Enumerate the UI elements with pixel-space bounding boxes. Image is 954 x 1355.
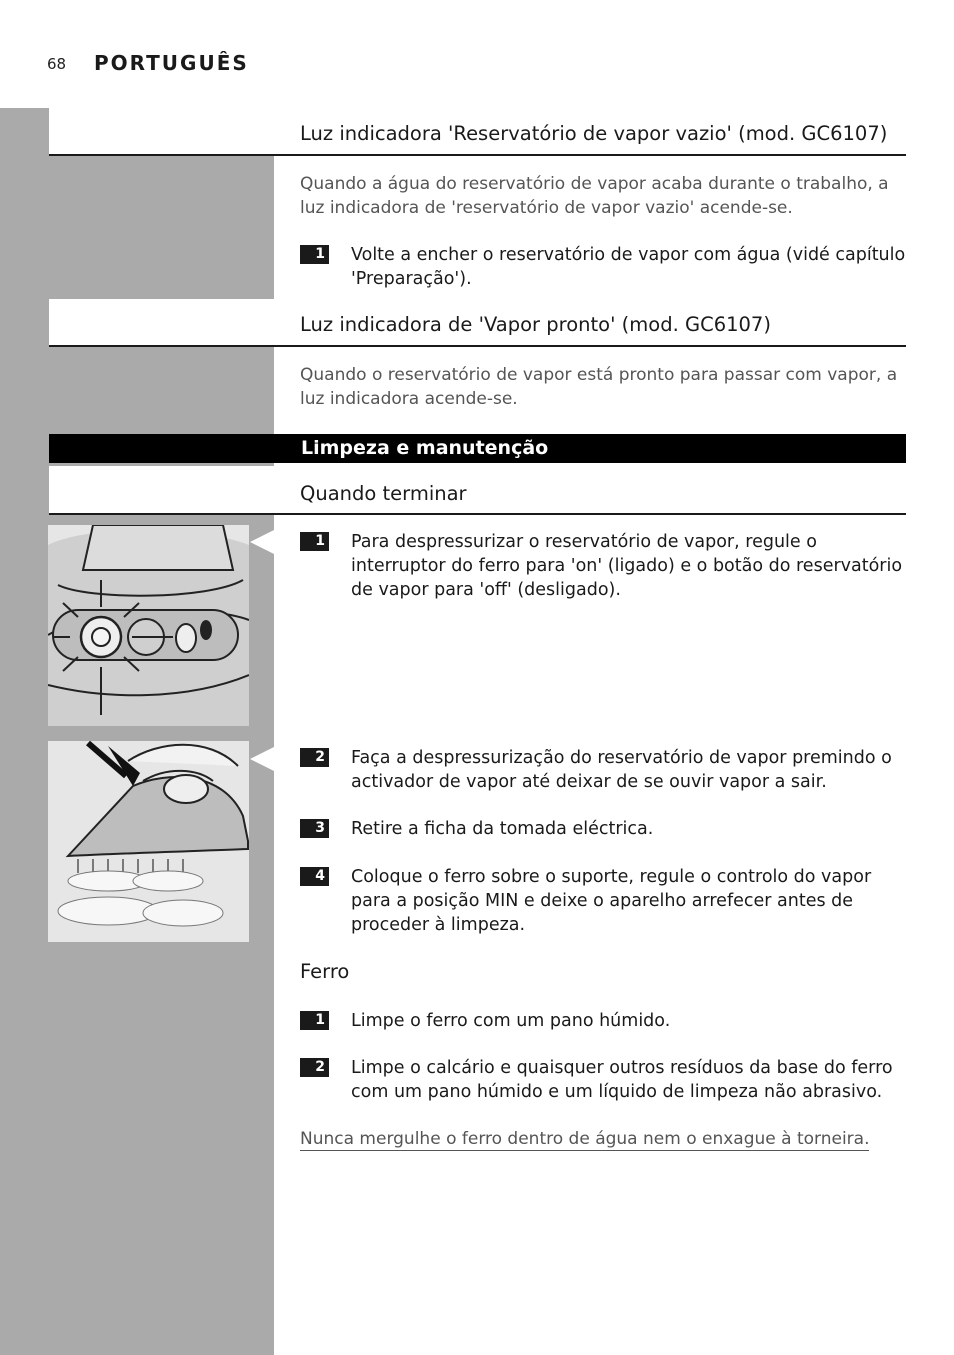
step-text: Volte a encher o reservatório de vapor com água (vidé capítulo 'Preparação'). [351, 245, 906, 289]
paragraph-steam-tank-empty: Quando a água do reservatório de vapor acaba durante o trabalho, a luz indicadora de 'reservatório de vapor vazio' acende-se. [300, 174, 889, 218]
steam-tank-drawing [48, 525, 249, 726]
step-number: 2 [300, 748, 329, 767]
language-header: PORTUGUÊS [94, 51, 249, 75]
step-text: Faça a despressurização do reservatório de vapor premindo o activador de vapor até deixar de se ouvir vapor a sair. [351, 748, 892, 792]
step-clean-soleplate [300, 1056, 910, 1104]
paragraph-steam-ready: Quando o reservatório de vapor está pronto para passar com vapor, a luz indicadora acende-se. [300, 365, 898, 409]
page-number: 68 [47, 55, 67, 73]
step-cool-down [300, 865, 910, 937]
step-unplug [300, 817, 910, 841]
step-number: 3 [300, 819, 329, 838]
step-number: 2 [300, 1058, 329, 1077]
heading-steam-ready: Luz indicadora de 'Vapor pronto' (mod. GC6107) [300, 313, 771, 336]
heading-iron: Ferro [300, 960, 350, 983]
step-text: Coloque o ferro sobre o suporte, regule o controlo do vapor para a posição MIN e deixe o aparelho arrefecer antes de proceder à limpeza. [351, 867, 872, 935]
step-number: 1 [300, 245, 329, 264]
step-number: 1 [300, 532, 329, 551]
section-cleaning-heading [49, 434, 906, 463]
margin-strip [49, 466, 274, 513]
iron-steam-illustration [48, 741, 249, 942]
step-depressurize [300, 530, 910, 602]
heading-steam-tank-empty: Luz indicadora 'Reservatório de vapor vazio' (mod. GC6107) [300, 122, 888, 145]
heading-when-finished: Quando terminar [300, 482, 467, 505]
step-release-steam [300, 746, 910, 794]
step-text: Retire a ficha da tomada eléctrica. [351, 819, 654, 839]
step-refill [300, 243, 910, 291]
step-text: Para despressurizar o reservatório de vapor, regule o interruptor do ferro para 'on' (ligado) e o botão do reservatório de vapor para 'off' (desligado). [351, 532, 903, 600]
iron-steam-drawing [48, 741, 249, 942]
step-number: 1 [300, 1011, 329, 1030]
heading-rule [49, 513, 906, 515]
step-number: 4 [300, 867, 329, 886]
step-text: Limpe o ferro com um pano húmido. [351, 1011, 671, 1031]
illustration-pointer [250, 530, 274, 554]
warning-note: Nunca mergulhe o ferro dentro de água nem o enxague à torneira. [300, 1129, 870, 1149]
step-text: Limpe o calcário e quaisquer outros resíduos da base do ferro com um pano húmido e um líquido de limpeza não abrasivo. [351, 1058, 893, 1102]
illustration-pointer [250, 747, 274, 771]
heading-rule [49, 345, 906, 347]
steam-tank-illustration [48, 525, 249, 726]
heading-rule [49, 154, 906, 156]
sidebar-panel [0, 108, 274, 1355]
margin-strip [49, 299, 274, 346]
section-cleaning-title: Limpeza e manutenção [301, 437, 549, 459]
margin-strip [49, 108, 274, 155]
step-wipe-iron [300, 1009, 910, 1033]
